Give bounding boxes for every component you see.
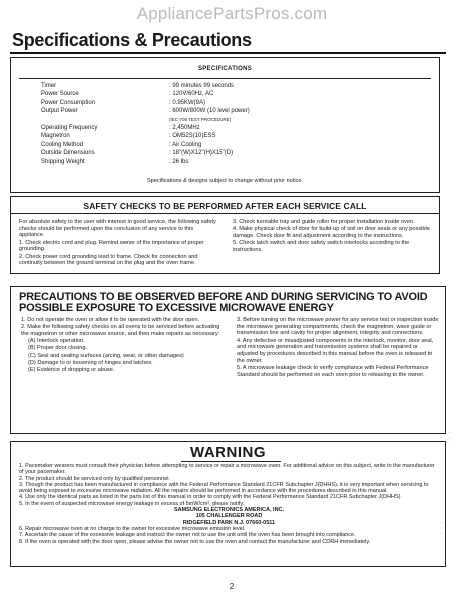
divider xyxy=(181,461,281,462)
list-item: 1. Do not operate the oven or allow it to be operated with the door open. xyxy=(21,317,200,323)
list-item: 5. Check latch switch and door safety switch interlocks according to the instructions. xyxy=(233,240,410,253)
scan-speck: ·:· .·: ·. xyxy=(448,430,452,445)
precautions-left-column xyxy=(21,317,225,374)
list-item: 5. A microwave leakage check to verify compliance with Federal Performance Standard should be performed on each oven prior to releasing to the owner. xyxy=(237,364,429,378)
warning-box xyxy=(10,441,446,567)
spec-row xyxy=(41,107,431,115)
spec-value: : 120V/60Hz, AC xyxy=(169,91,214,98)
specifications-box xyxy=(10,57,440,193)
address-line: RIDGEFIELD PARK N.J. 07660-0511 xyxy=(182,519,276,526)
spec-label xyxy=(41,116,169,124)
spec-row xyxy=(41,124,431,132)
spec-label: Magnetron xyxy=(41,133,70,140)
paragraph: For absolute safety to the user with interest in good service, the following safety checks should be performed upon the conclusion of any service to this appliance. xyxy=(19,219,216,239)
scan-speck: ·:·. .·:· :·. xyxy=(440,520,445,535)
spec-label: Output Power xyxy=(41,108,78,115)
list-subitem: (B) Proper door closing. xyxy=(28,345,88,352)
list-item: 7. Ascertain the cause of the excessive leakage and instruct the owner not to use the unit until the oven has been brought into compliance. xyxy=(19,532,356,539)
page-number: 2 xyxy=(229,582,235,591)
spec-label: Cooling Method xyxy=(41,141,84,148)
spec-value: : 0.95KW(9A) xyxy=(169,99,206,106)
spec-label: Operating Frequency xyxy=(41,124,98,131)
divider xyxy=(19,78,431,79)
list-subitem: (C) Seal and sealing surfaces (arcing, wear, or other damages) xyxy=(28,352,184,359)
safety-header-band xyxy=(11,197,439,214)
list-subitem: (E) Evidence of dropping or abuse. xyxy=(28,366,115,373)
safety-checks-box xyxy=(10,196,440,274)
spec-row xyxy=(41,132,431,140)
warning-list xyxy=(19,463,439,545)
spec-row xyxy=(41,158,431,166)
list-item: 6. Repair microwave oven at no charge to the owner for excessive microwave emission level. xyxy=(19,525,246,532)
safety-checks-left-column xyxy=(19,219,219,267)
list-item: 1. Check electric cord and plug. Remind owner of the importance of proper grounding. xyxy=(19,239,204,253)
page-title: Specifications & Precautions xyxy=(12,30,252,50)
spec-label: Power Consumption xyxy=(41,99,96,106)
address-line: SAMSUNG ELECTRONICS AMERICA, INC. xyxy=(173,507,285,514)
list-item: 3. Though the product has been manufactured in compliance with the Federal Performance Standard 21CFR Subchapter J(DHHS), it is very important when servicing to avoid being exposed to excessive microwave radiation. All the repairs should be performed in accordance with the procedures described in this manual. xyxy=(19,481,429,495)
address-line: 105 CHALLENGER ROAD xyxy=(195,513,263,520)
spec-row xyxy=(41,141,431,149)
specifications-note: Specifications & designs subject to change without prior notice. xyxy=(146,178,304,184)
list-subitem: (A) Interlock operation. xyxy=(28,338,85,345)
list-item: 5. In the event of suspected microwave energy leakage in excess of 5mW/cm², please notify: xyxy=(19,500,245,507)
spec-label: Outside Dimensions xyxy=(41,150,95,157)
spec-value: : 600W/800W (10 level power) xyxy=(169,108,250,115)
spec-label: Timer xyxy=(41,83,57,89)
spec-value: : 18"(W)X12"(H)X15"(D) xyxy=(169,150,234,157)
spec-value: : 2,450MHz xyxy=(169,124,200,131)
spec-row xyxy=(41,149,431,157)
precautions-heading: PRECAUTIONS TO BE OBSERVED BEFORE AND DURING SERVICING TO AVOID POSSIBLE EXPOSURE TO EXCESSIVE MICROWAVE ENERGY xyxy=(19,291,428,314)
list-item: 4. Use only the identical parts as listed in the parts list of this manual in order to comply with the Federal Performance Standard 21CFR Subchapter J(DHHS). xyxy=(19,494,403,501)
precautions-box xyxy=(10,286,446,434)
warning-title: WARNING xyxy=(190,444,266,461)
spec-row xyxy=(41,82,431,90)
spec-value: : 26 lbs xyxy=(169,158,189,165)
list-item: 2. Check power cord grounding lead to frame. Check for connection and continuity between the ground terminal on the plug and the oven frame. xyxy=(19,253,198,267)
specifications-header: SPECIFICATIONS xyxy=(197,66,253,72)
list-item: 4. Any defective or misadjusted components in the interlock, monitor, door seal, and microwave generation and transmission systems shall be repaired or adjusted by procedures described in this manual before the oven is released to the owner. xyxy=(237,337,434,364)
spec-row xyxy=(41,90,431,98)
title-rule xyxy=(10,52,446,54)
list-item: 2. Make the following safety checks on all ovens to be serviced before activating the magnetron or other microwave source, and then make repairs as necessary: xyxy=(21,324,220,337)
specifications-table xyxy=(41,82,431,166)
spec-label: Power Source xyxy=(41,91,79,98)
precautions-right-column xyxy=(237,317,439,379)
spec-row xyxy=(41,116,431,124)
list-item: 2. The product should be serviced only by qualified personnel. xyxy=(19,475,170,482)
list-item: 1. Pacemaker wearers must consult their physician before attempting to service or repair a microwave oven. For additional advice on this subject, write to the manufacturer of your pacemaker. xyxy=(19,463,435,476)
safety-checks-header: SAFETY CHECKS TO BE PERFORMED AFTER EACH SERVICE CALL xyxy=(83,201,367,211)
spec-value: (IEC-705 TEST PROCEDURE) xyxy=(169,116,232,122)
spec-value: : OM52S(10)ESS xyxy=(169,133,216,140)
spec-row xyxy=(41,99,431,107)
list-item: 4. Make physical check of door for build-up of soil on door seals or any possible damage. Check door fit and adjustment according to the instructions. xyxy=(233,226,430,239)
list-item: 3. Check turntable tray and guide roller for proper installation inside oven. xyxy=(233,219,415,225)
watermark-text: AppliancePartsPros.com xyxy=(136,4,328,23)
list-item: 3. Before turning on the microwave power for any service test or inspection inside the microwave generating compartments, check the magnetron, wave guide or transmission line and cavity for proper alignment, integrity and connections. xyxy=(237,317,439,337)
list-subitem: (D) Damage to or loosening of hinges and latches. xyxy=(28,359,153,366)
list-item: 8. If the oven is operated with the door open, please advise the owner not to use the oven and contact the manufacturer and CDRH immediately. xyxy=(19,538,371,545)
safety-checks-right-column xyxy=(233,219,433,254)
spec-value: : 99 minutes 99 seconds xyxy=(169,83,235,89)
spec-value: : Air Cooling xyxy=(169,141,202,148)
spec-label: Shipping Weight xyxy=(41,158,85,165)
